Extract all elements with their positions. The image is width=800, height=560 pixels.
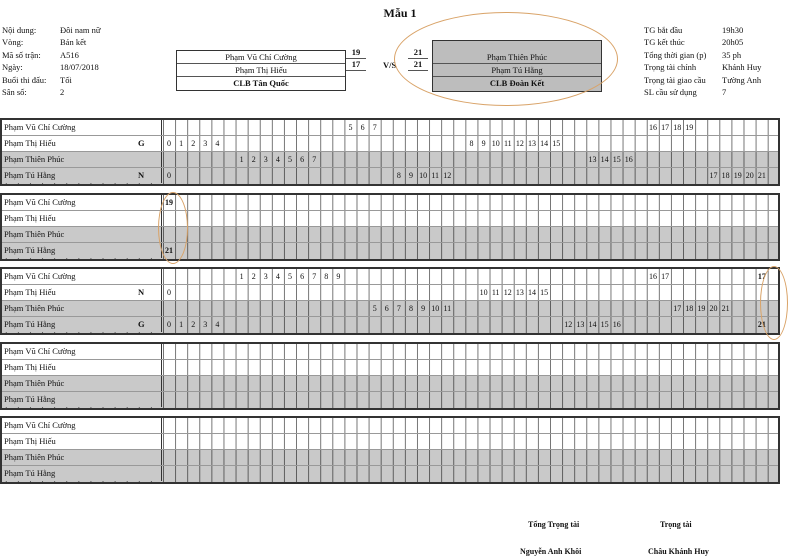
versus-label: V/S [383,60,397,70]
player-name: Phạm Tú Hằng [2,392,162,407]
info-label: Nội dung: [2,25,37,35]
point-mark: 7 [372,123,377,132]
point-mark: 7 [312,272,317,281]
score-block-game2 [0,267,780,335]
point-mark: 10 [479,288,488,297]
info-label: Ngày: [2,62,23,73]
score-block-game1-summary [0,193,780,261]
serve-indicator: G [138,319,145,329]
team-left-player2: Phạm Thị Hiếu [177,64,345,77]
match-info-left [2,24,101,98]
player-name: Phạm Thiên Phúc [2,376,162,391]
point-mark: 0 [167,139,171,148]
player-score-row [2,227,778,243]
team-right-score-game2: 21 [408,58,428,71]
player-name: Phạm Vũ Chí Cường [2,344,162,359]
info-label: Tổng thời gian (p) [644,49,707,60]
point-mark: 13 [515,288,524,297]
team-right-club: CLB Đoàn Kết [489,78,545,88]
player-name: Phạm Vũ Chí Cường [2,418,162,433]
point-mark: 21 [165,246,173,255]
point-mark: 21 [757,171,766,180]
point-mark: 3 [203,139,208,148]
point-mark: 19 [685,123,694,132]
team-left-player1: Phạm Vũ Chí Cường [177,51,345,64]
info-label: TG kết thúc [644,37,685,48]
info-label: Vòng: [2,37,24,48]
player-score-row [2,344,778,360]
team-left-club: CLB Tân Quốc [233,78,289,88]
point-mark: 20 [745,171,754,180]
player-score-row [2,269,778,285]
point-mark: 17 [661,123,670,132]
point-mark: 10 [431,304,440,313]
point-mark: 12 [564,320,573,329]
point-mark: 5 [348,123,353,132]
player-score-row [2,418,778,434]
point-mark: 18 [685,304,694,313]
player-score-row [2,152,778,168]
point-mark: 16 [612,320,621,329]
point-mark: 21 [721,304,730,313]
player-name: Phạm Thiên Phúc [2,152,162,167]
point-mark: 1 [179,139,184,148]
serve-indicator: N [138,170,145,180]
info-label: SL cầu sử dụng [644,86,697,97]
point-mark: 4 [275,272,280,281]
score-block-empty-1 [0,342,780,410]
info-value: Đôi nam nữ [60,25,101,35]
player-name: Phạm Thị Hiếu [2,434,162,449]
player-score-row [2,376,778,392]
point-mark: 0 [167,320,171,329]
player-name: Phạm Vũ Chí Cường [2,195,162,210]
player-score-row [2,392,778,408]
point-mark: 3 [263,272,268,281]
point-mark: 2 [251,272,256,281]
point-mark: 13 [576,320,585,329]
point-mark: 12 [515,139,524,148]
point-mark: 3 [263,155,268,164]
point-mark: 10 [419,171,428,180]
info-value: 18/07/2018 [60,62,99,73]
point-mark: 9 [421,304,426,313]
point-mark: 6 [384,304,389,313]
info-value: 35 ph [722,49,742,60]
serve-indicator: N [138,287,145,297]
player-score-row [2,285,778,301]
point-mark: 6 [300,272,305,281]
serve-indicator: G [138,138,145,148]
point-mark: 9 [336,272,341,281]
player-score-row [2,243,778,259]
player-name: Phạm Tú Hằng [2,317,162,332]
point-mark: 19 [165,198,173,207]
point-mark: 8 [396,171,401,180]
player-name: Phạm Thị Hiếu [2,360,162,375]
point-mark: 17 [673,304,682,313]
point-mark: 5 [372,304,377,313]
referee-name: Châu Khánh Huy [648,547,709,556]
player-name: Phạm Vũ Chí Cường [2,269,162,284]
point-mark: 15 [540,288,549,297]
player-score-row [2,317,778,333]
head-referee-name: Nguyễn Anh Khôi [520,547,582,556]
point-mark: 17 [709,171,718,180]
point-mark: 17 [661,272,670,281]
player-name: Phạm Thiên Phúc [2,450,162,465]
point-mark: 9 [481,139,486,148]
info-value: 7 [722,86,727,97]
point-mark: 2 [191,139,196,148]
info-value: Tường Anh [722,74,762,85]
point-mark: 14 [528,288,536,297]
point-mark: 4 [215,320,220,329]
point-mark: 11 [431,171,440,180]
info-value: Bán kết [60,37,87,48]
player-score-row [2,120,778,136]
point-mark: 11 [443,304,452,313]
info-value: 19h30 [722,25,744,35]
player-score-row [2,195,778,211]
point-mark: 2 [191,320,196,329]
info-label: Trọng tài giao cầu [644,74,706,85]
player-score-row [2,301,778,317]
info-label: TG bắt đầu [644,25,683,35]
player-name: Phạm Tú Hằng [2,168,162,183]
point-mark: 7 [312,155,317,164]
match-info-right [644,24,761,98]
team-right-player1: Phạm Thiên Phúc [433,51,601,64]
info-label: Trọng tài chính [644,62,697,73]
team-right-box [432,40,602,92]
point-mark: 19 [697,304,706,313]
point-mark: 13 [528,139,536,148]
team-left-box [176,50,346,91]
point-mark: 6 [360,123,365,132]
point-mark: 15 [612,155,621,164]
point-mark: 13 [588,155,597,164]
player-score-row [2,434,778,450]
point-mark: 0 [167,288,171,297]
player-name: Phạm Tú Hằng [2,243,162,258]
point-mark: 4 [215,139,220,148]
team-left-score-game1: 19 [346,46,366,59]
point-mark: 15 [600,320,609,329]
info-value: Khánh Huy [722,62,762,73]
player-name: Phạm Thiên Phúc [2,301,162,316]
player-score-row [2,168,778,184]
point-mark: 19 [733,171,742,180]
head-referee-label: Tổng Trọng tài [528,520,580,529]
point-mark: 14 [600,155,609,164]
player-score-row [2,136,778,152]
point-mark: 5 [288,272,292,281]
point-mark: 21 [757,320,766,329]
player-score-row [2,211,778,227]
form-title: Mẫu 1 [383,6,417,20]
player-score-row [2,450,778,466]
point-mark: 14 [540,139,549,148]
point-mark: 4 [275,155,280,164]
score-block-game1 [0,118,780,186]
point-mark: 17 [757,272,766,281]
point-mark: 20 [709,304,718,313]
info-value: 2 [60,86,65,97]
point-mark: 9 [409,171,413,180]
point-mark: 1 [179,320,184,329]
point-mark: 10 [491,139,500,148]
info-value: A516 [60,49,79,60]
point-mark: 11 [503,139,512,148]
point-mark: 16 [649,272,657,281]
point-mark: 6 [300,155,305,164]
point-mark: 5 [288,155,292,164]
point-mark: 18 [673,123,682,132]
point-mark: 1 [239,272,244,281]
point-mark: 1 [239,155,244,164]
point-mark: 8 [469,139,474,148]
player-name: Phạm Thị Hiếu [2,136,162,151]
point-mark: 12 [443,171,452,180]
point-mark: 2 [251,155,256,164]
point-mark: 12 [503,288,512,297]
point-mark: 18 [721,171,730,180]
point-mark: 15 [552,139,561,148]
point-mark: 7 [396,304,401,313]
info-value: Tối [60,74,72,85]
point-mark: 8 [324,272,329,281]
point-mark: 16 [624,155,633,164]
info-value: 20h05 [722,37,744,48]
point-mark: 8 [409,304,413,313]
team-right-score-game1: 21 [408,46,428,59]
team-right-player2: Phạm Tú Hằng [433,64,601,77]
team-left-score-game2: 17 [346,58,366,71]
point-mark: 11 [491,288,500,297]
player-name: Phạm Thị Hiếu [2,285,162,300]
point-mark: 16 [649,123,657,132]
referee-label: Trọng tài [660,520,692,529]
player-score-row [2,466,778,482]
info-label: Mã số trận: [2,49,41,60]
point-mark: 3 [203,320,208,329]
score-block-empty-2 [0,416,780,484]
player-name: Phạm Vũ Chí Cường [2,120,162,135]
player-name: Phạm Thị Hiếu [2,211,162,226]
info-label: Sân số: [2,86,27,97]
info-label: Buổi thi đấu: [2,74,47,85]
player-name: Phạm Tú Hằng [2,466,162,481]
point-mark: 0 [167,171,171,180]
point-mark: 14 [588,320,597,329]
player-name: Phạm Thiên Phúc [2,227,162,242]
player-score-row [2,360,778,376]
